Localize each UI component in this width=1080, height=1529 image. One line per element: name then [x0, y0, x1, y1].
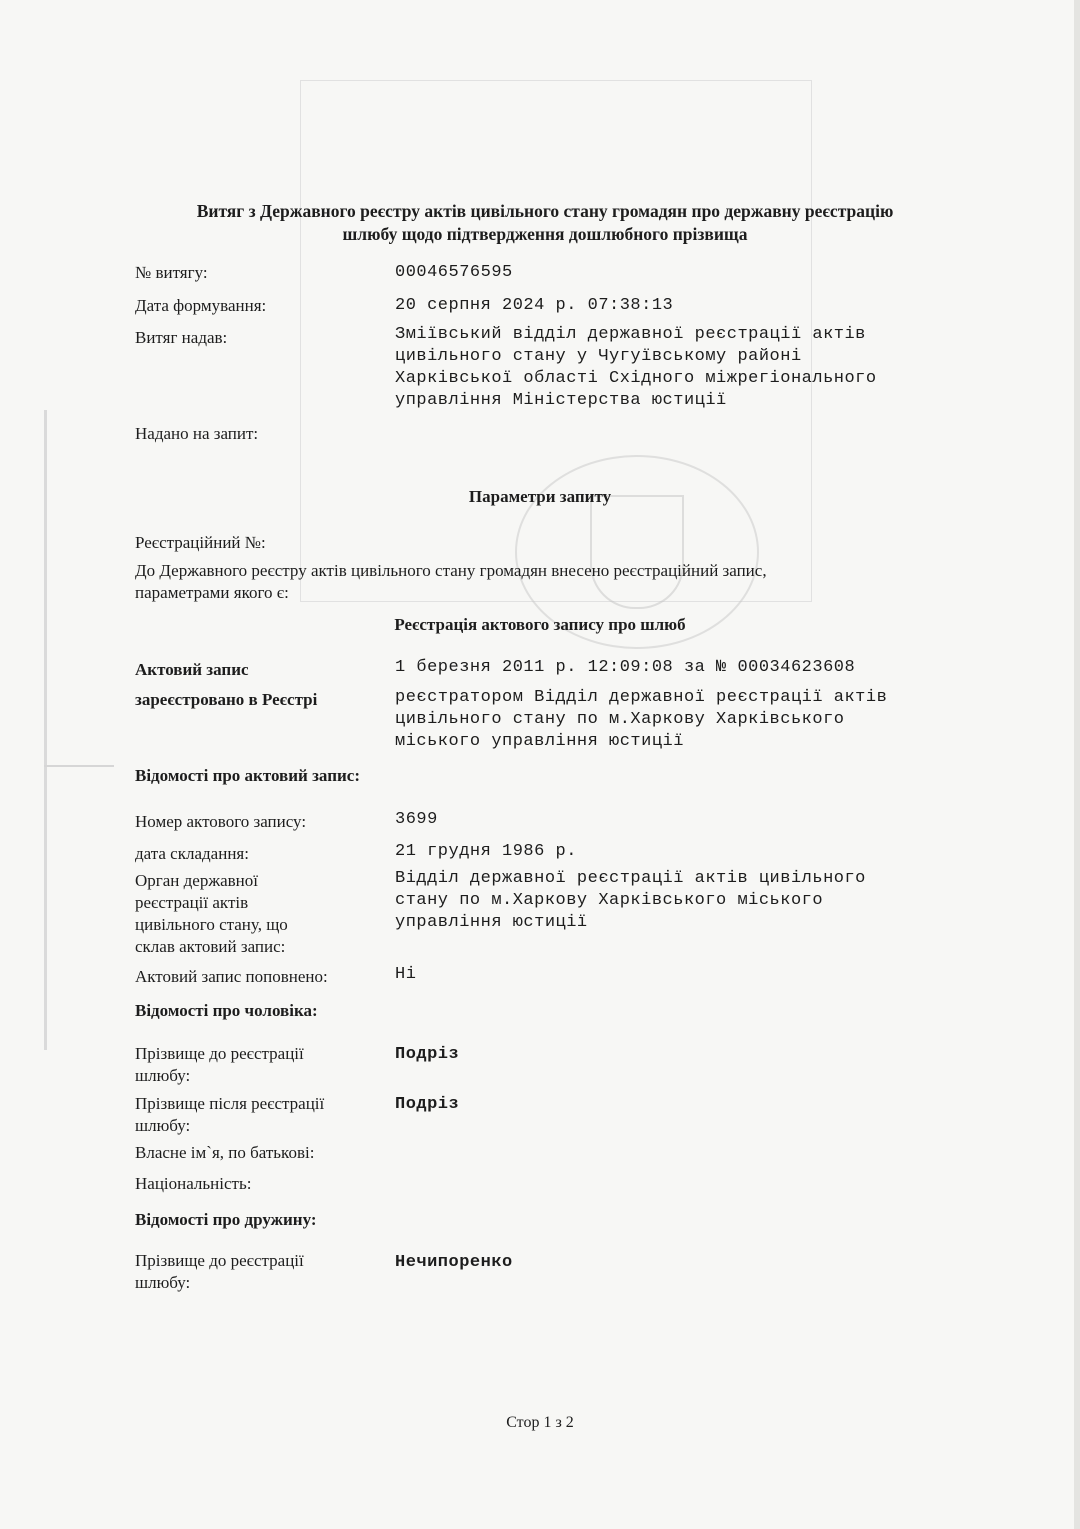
request-label: Надано на запит:	[135, 424, 259, 443]
title-line-2: шлюбу щодо підтвердження дошлюбного прізвища	[342, 224, 748, 244]
record-number-label: Номер актового запису:	[135, 812, 307, 831]
record-label-1: Актовий запис	[135, 660, 249, 679]
record-label-2: зареєстровано в Реєстрі	[135, 690, 318, 709]
record-date-value: 21 грудня 1986 р.	[395, 842, 577, 861]
registrar-line-1: реєстратором Відділ державної реєстрації актів	[395, 688, 888, 707]
record-info-heading: Відомості про актовий запис:	[135, 766, 360, 785]
organ-line-1: Відділ державної реєстрації актів цивільного	[395, 869, 866, 888]
wife-before-value: Нечипоренко	[395, 1253, 513, 1272]
record-date-label: дата складання:	[135, 844, 249, 863]
husband-heading: Відомості про чоловіка:	[135, 1001, 318, 1020]
issuer-line-1: Зміївський відділ державної реєстрації актів	[395, 325, 866, 344]
intro-line-2: параметрами якого є:	[135, 583, 289, 602]
wife-before-label-line-1: Прізвище до реєстрації	[135, 1251, 304, 1270]
intro-line-1: До Державного реєстру актів цивільного стану громадян внесено реєстраційний запис,	[135, 561, 767, 580]
organ-label-line-3: цивільного стану, що	[135, 915, 288, 934]
extract-no-value: 00046576595	[395, 263, 513, 282]
registrar-line-2: цивільного стану по м.Харкову Харківського	[395, 710, 845, 729]
updated-value: Ні	[395, 965, 417, 984]
params-heading: Параметри запиту	[468, 487, 612, 506]
husband-before-label	[135, 1043, 385, 1087]
husband-before-label-line-1: Прізвище до реєстрації	[135, 1044, 304, 1063]
wife-before-label-line-2: шлюбу:	[135, 1273, 191, 1292]
record-value-1: 1 березня 2011 р. 12:09:08 за № 00034623608	[395, 658, 856, 677]
page-number: Стор 1 з 2	[506, 1414, 574, 1431]
organ-line-2: стану по м.Харкову Харківського міського	[395, 891, 824, 910]
binding-thread-knot	[44, 765, 114, 767]
husband-before-value: Подріз	[395, 1045, 460, 1064]
title-line-1: Витяг з Державного реєстру актів цивільного стану громадян про державну реєстрацію	[196, 201, 894, 221]
husband-after-label	[135, 1093, 385, 1137]
wife-before-label	[135, 1250, 385, 1294]
section-heading: Реєстрація актового запису про шлюб	[394, 615, 686, 634]
organ-label	[135, 870, 385, 958]
issuer-value	[395, 324, 955, 412]
organ-label-line-4: склав актовий запис:	[135, 937, 286, 956]
updated-label: Актовий запис поповнено:	[135, 967, 328, 986]
issuer-line-4: управління Міністерства юстиції	[395, 391, 727, 410]
extract-no-label: № витягу:	[135, 263, 208, 282]
issuer-label: Витяг надав:	[135, 328, 228, 347]
husband-after-value: Подріз	[395, 1095, 460, 1114]
wife-heading: Відомості про дружину:	[135, 1210, 317, 1229]
husband-name-label: Власне ім`я, по батькові:	[135, 1143, 315, 1162]
husband-after-label-line-1: Прізвище після реєстрації	[135, 1094, 325, 1113]
husband-after-label-line-2: шлюбу:	[135, 1116, 191, 1135]
reg-no-label: Реєстраційний №:	[135, 533, 266, 552]
issuer-line-2: цивільного стану у Чугуївському районі	[395, 347, 802, 366]
document-title	[150, 200, 940, 246]
issuer-line-3: Харківської області Східного міжрегіонального	[395, 369, 877, 388]
husband-before-label-line-2: шлюбу:	[135, 1066, 191, 1085]
date-value: 20 серпня 2024 р. 07:38:13	[395, 296, 674, 315]
organ-label-line-2: реєстрації актів	[135, 893, 249, 912]
husband-nationality-label: Національність:	[135, 1174, 252, 1193]
organ-value	[395, 868, 955, 934]
organ-label-line-1: Орган державної	[135, 871, 258, 890]
registrar-line-3: міського управління юстиції	[395, 732, 684, 751]
date-label: Дата формування:	[135, 296, 267, 315]
intro-text	[135, 560, 955, 604]
organ-line-3: управління юстиції	[395, 913, 588, 932]
record-number-value: 3699	[395, 810, 438, 829]
record-registrar	[395, 687, 955, 753]
